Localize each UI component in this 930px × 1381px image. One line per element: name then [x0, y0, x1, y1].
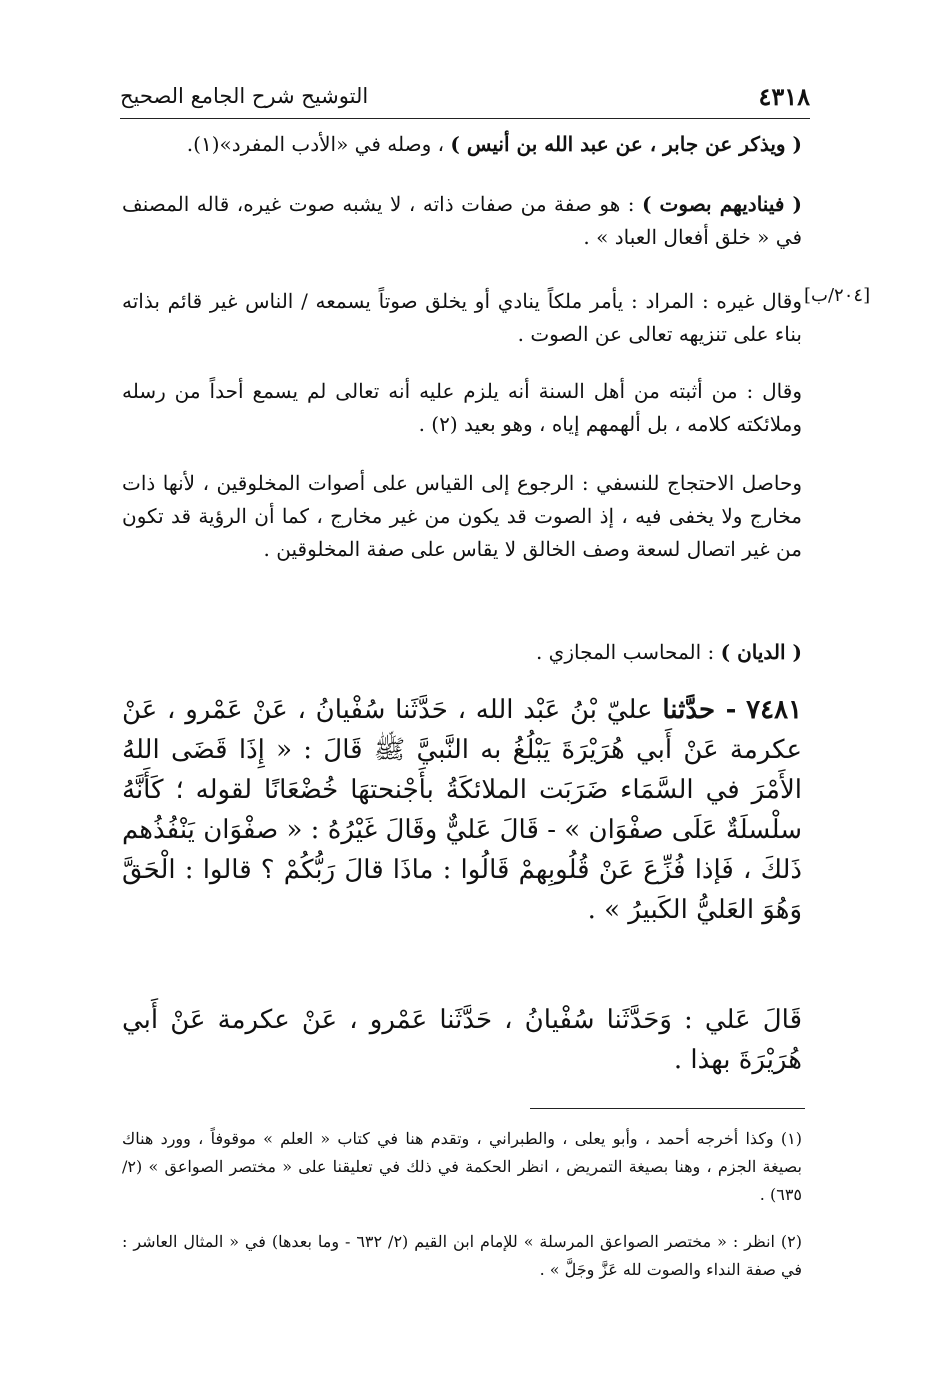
hadith-opening: - حدَّثنا — [662, 695, 737, 725]
paragraph-text: : المحاسب المجازي . — [535, 640, 715, 664]
footnote-1: (١) وكذا أخرجه أحمد ، وأبو يعلى ، والطبراني ، وتقدم هنا في كتاب « العلم » موقوفاً ، وورد هناك بصيغة الجزم ، وهنا بصيغة التمريض ، انظر الحكمة في ذلك في تعليقنا على « مختصر الصواعق » (٢/ ٦٣٥) . — [122, 1129, 802, 1204]
hadith-body: عليّ بْنُ عَبْد الله ، حَدَّثَنا سُفْيانُ ، عَنْ عَمْرو ، عَنْ عكرمة عَنْ أَبي هُرَيْرَةَ يَبْلُغُ به النَّبيَّ ﷺ قَالَ : « إِذَا قَضَى اللهُ الأَمْرَ في السَّمَاء ضَرَبَت الملائكَةُ بأَجْنحتهَا خُضْعَانًا لقوله ؛ كَأَنَّهُ سلْسلَةٌ عَلَى صفْوَان » - قَالَ عَليٌّ وقَالَ غَيْرُهُ : « صفْوَان يَنْفُذُهم ذَلكَ ، فَإذا فُزِّعَ عَنْ قُلُوبِهمْ قَالُوا : ماذَا قالَ رَبُّكُمْ ؟ قالوا : الْحَقَّ وَهُوَ العَليُّ الكَبيرُ » . — [122, 695, 802, 925]
paragraph-argument: وحاصل الاحتجاج للنسفي : الرجوع إلى القياس على أصوات المخلوقين ، لأنها ذات مخارج ولا يخفى فيه ، إذ الصوت قد يكون من غير مخارج ، كما أن الرؤية قد تكون من غير اتصال لسعة وصف الخالق لا يقاس على صفة المخلوقين . — [122, 471, 802, 561]
quoted-phrase: ( فيناديهم بصوت ) — [641, 192, 802, 216]
hadith-chain: قَالَ عَلي : وَحَدَّثَنا سُفْيانُ ، حَدَّثَنا عَمْرو ، عَنْ عكرمة عَنْ أَبي هُرَيْرَةَ بهذا . — [122, 1005, 802, 1075]
paragraph-text: : هو صفة من صفات ذاته ، لا يشبه صوت غيره، قاله المصنف في « خلق أفعال العباد » . — [122, 192, 802, 249]
quoted-phrase: ( الديان ) — [720, 640, 802, 664]
paragraph-sunnah-view: وقال : من أثبته من أهل السنة أنه يلزم عليه أنه تعالى لم يسمع أحداً من رسله وملائكته كلامه ، بل ألهمهم إياه ، وهو بعيد (٢) . — [122, 379, 802, 436]
paragraph-text: ، وصله في «الأدب المفرد»(١). — [186, 132, 445, 156]
paragraph-other-view: وقال غيره : المراد : يأمر ملكاً ينادي أو يخلق صوتاً يسمعه / الناس غير قائم بذاته بناء على تنزيهه تعالى عن الصوت . — [122, 289, 802, 346]
paragraph-jabir — [122, 128, 802, 161]
paragraph-dayyan — [122, 636, 802, 669]
hadith-text — [122, 690, 802, 930]
hadith-number: ٧٤٨١ — [746, 695, 803, 725]
page-number: ٤٣١٨ — [758, 82, 810, 111]
running-title: التوشيح شرح الجامع الصحيح — [120, 84, 369, 108]
margin-reference: [٢٠٤/ب] — [804, 285, 871, 306]
quoted-phrase: ( ويذكر عن جابر ، عن عبد الله بن أنيس ) — [450, 132, 802, 156]
paragraph-voice — [122, 188, 802, 254]
footnote-2: (٢) انظر : « مختصر الصواعق المرسلة » للإمام ابن القيم (٢/ ٦٣٢ - وما بعدها) في « المثال العاشر : في صفة النداء والصوت لله عَزَّ وجَلَّ » . — [122, 1232, 803, 1279]
page-header — [120, 82, 810, 119]
footnote-divider — [530, 1108, 805, 1109]
